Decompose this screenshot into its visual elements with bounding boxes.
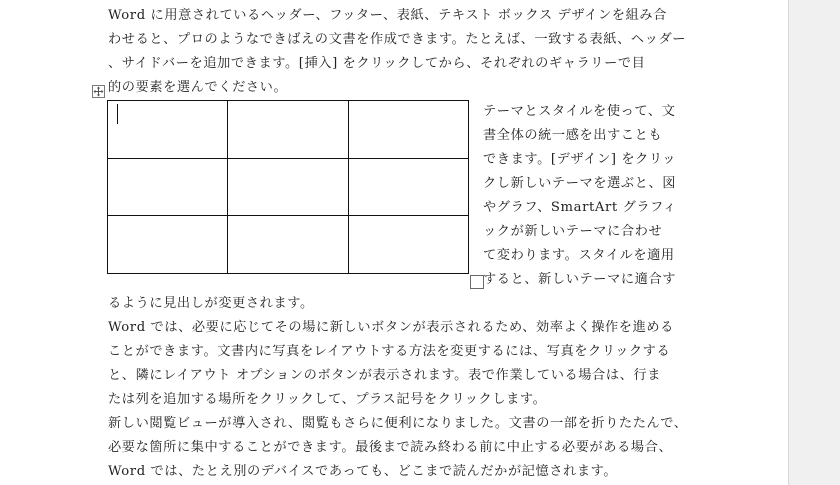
table-cell[interactable] [108,216,228,274]
para2-wrap-line-2: 書全体の統一感を出すことも [483,128,663,143]
text-cursor [117,104,118,124]
table-cell[interactable] [348,216,468,274]
para2-wrap-line-4: クし新しいテーマを選ぶと、図 [483,176,677,191]
table-cell[interactable] [348,158,468,216]
para2-wrap-line-8: すると、新しいテーマに適合す [483,272,677,287]
table-cell[interactable] [228,158,348,216]
para3-line-1: Word では、必要に応じてその場に新しいボタンが表示されるため、効率よく操作を進める [108,320,674,335]
table-resize-handle-icon[interactable] [470,275,484,289]
para2-wrap-line-7: て変わります。スタイルを適用 [483,248,675,263]
table-cell[interactable] [108,101,228,159]
para1-line-1: Word に用意されているヘッダー、フッター、表紙、テキスト ボックス デザインを組み合 [108,8,667,23]
para2-wrap-line-1: テーマとスタイルを使って、文 [483,104,676,119]
para2-wrap-line-3: できます。[デザイン] をクリッ [483,152,677,167]
para3-line-3: と、隣にレイアウト オプションのボタンが表示されます。表で作業している場合は、行ま [108,368,661,383]
para4-line-1: 新しい閲覧ビューが導入され、閲覧もさらに便利になりました。文書の一部を折りたたんで、 [108,416,688,431]
para2-wrap-line-6: ックが新しいテーマに合わせ [483,224,663,239]
table-move-handle-icon[interactable] [92,85,105,98]
table-cell[interactable] [228,101,348,159]
para3-line-4: たは列を追加する場所をクリックして、プラス記号をクリックします。 [108,392,547,407]
table-row [108,101,469,159]
para2-tail-line: るように見出しが変更されます。 [108,296,314,311]
para4-line-3: Word では、たとえ別のデバイスであっても、どこまで読んだかが記憶されます。 [108,464,618,479]
para1-line-4: 的の要素を選んでください。 [108,80,288,95]
table-cell[interactable] [348,101,468,159]
document-table[interactable] [107,100,469,274]
table-cell[interactable] [108,158,228,216]
para3-line-2: ことができます。文書内に写真をレイアウトする方法を変更するには、写真をクリックする [108,344,671,359]
para2-wrap-line-5: やグラフ、SmartArt グラフィ [483,200,677,215]
para1-line-3: 、サイドバーを追加できます。[挿入] をクリックしてから、それぞれのギャラリーで目 [108,56,646,71]
para4-line-2: 必要な箇所に集中することができます。最後まで読み終わる前に中止する必要がある場合、 [108,440,673,455]
document-gutter [788,0,840,485]
table-cell[interactable] [228,216,348,274]
table-row [108,158,469,216]
table-row [108,216,469,274]
para1-line-2: わせると、プロのようなできばえの文書を作成できます。たとえば、一致する表紙、ヘッダー [108,32,687,47]
